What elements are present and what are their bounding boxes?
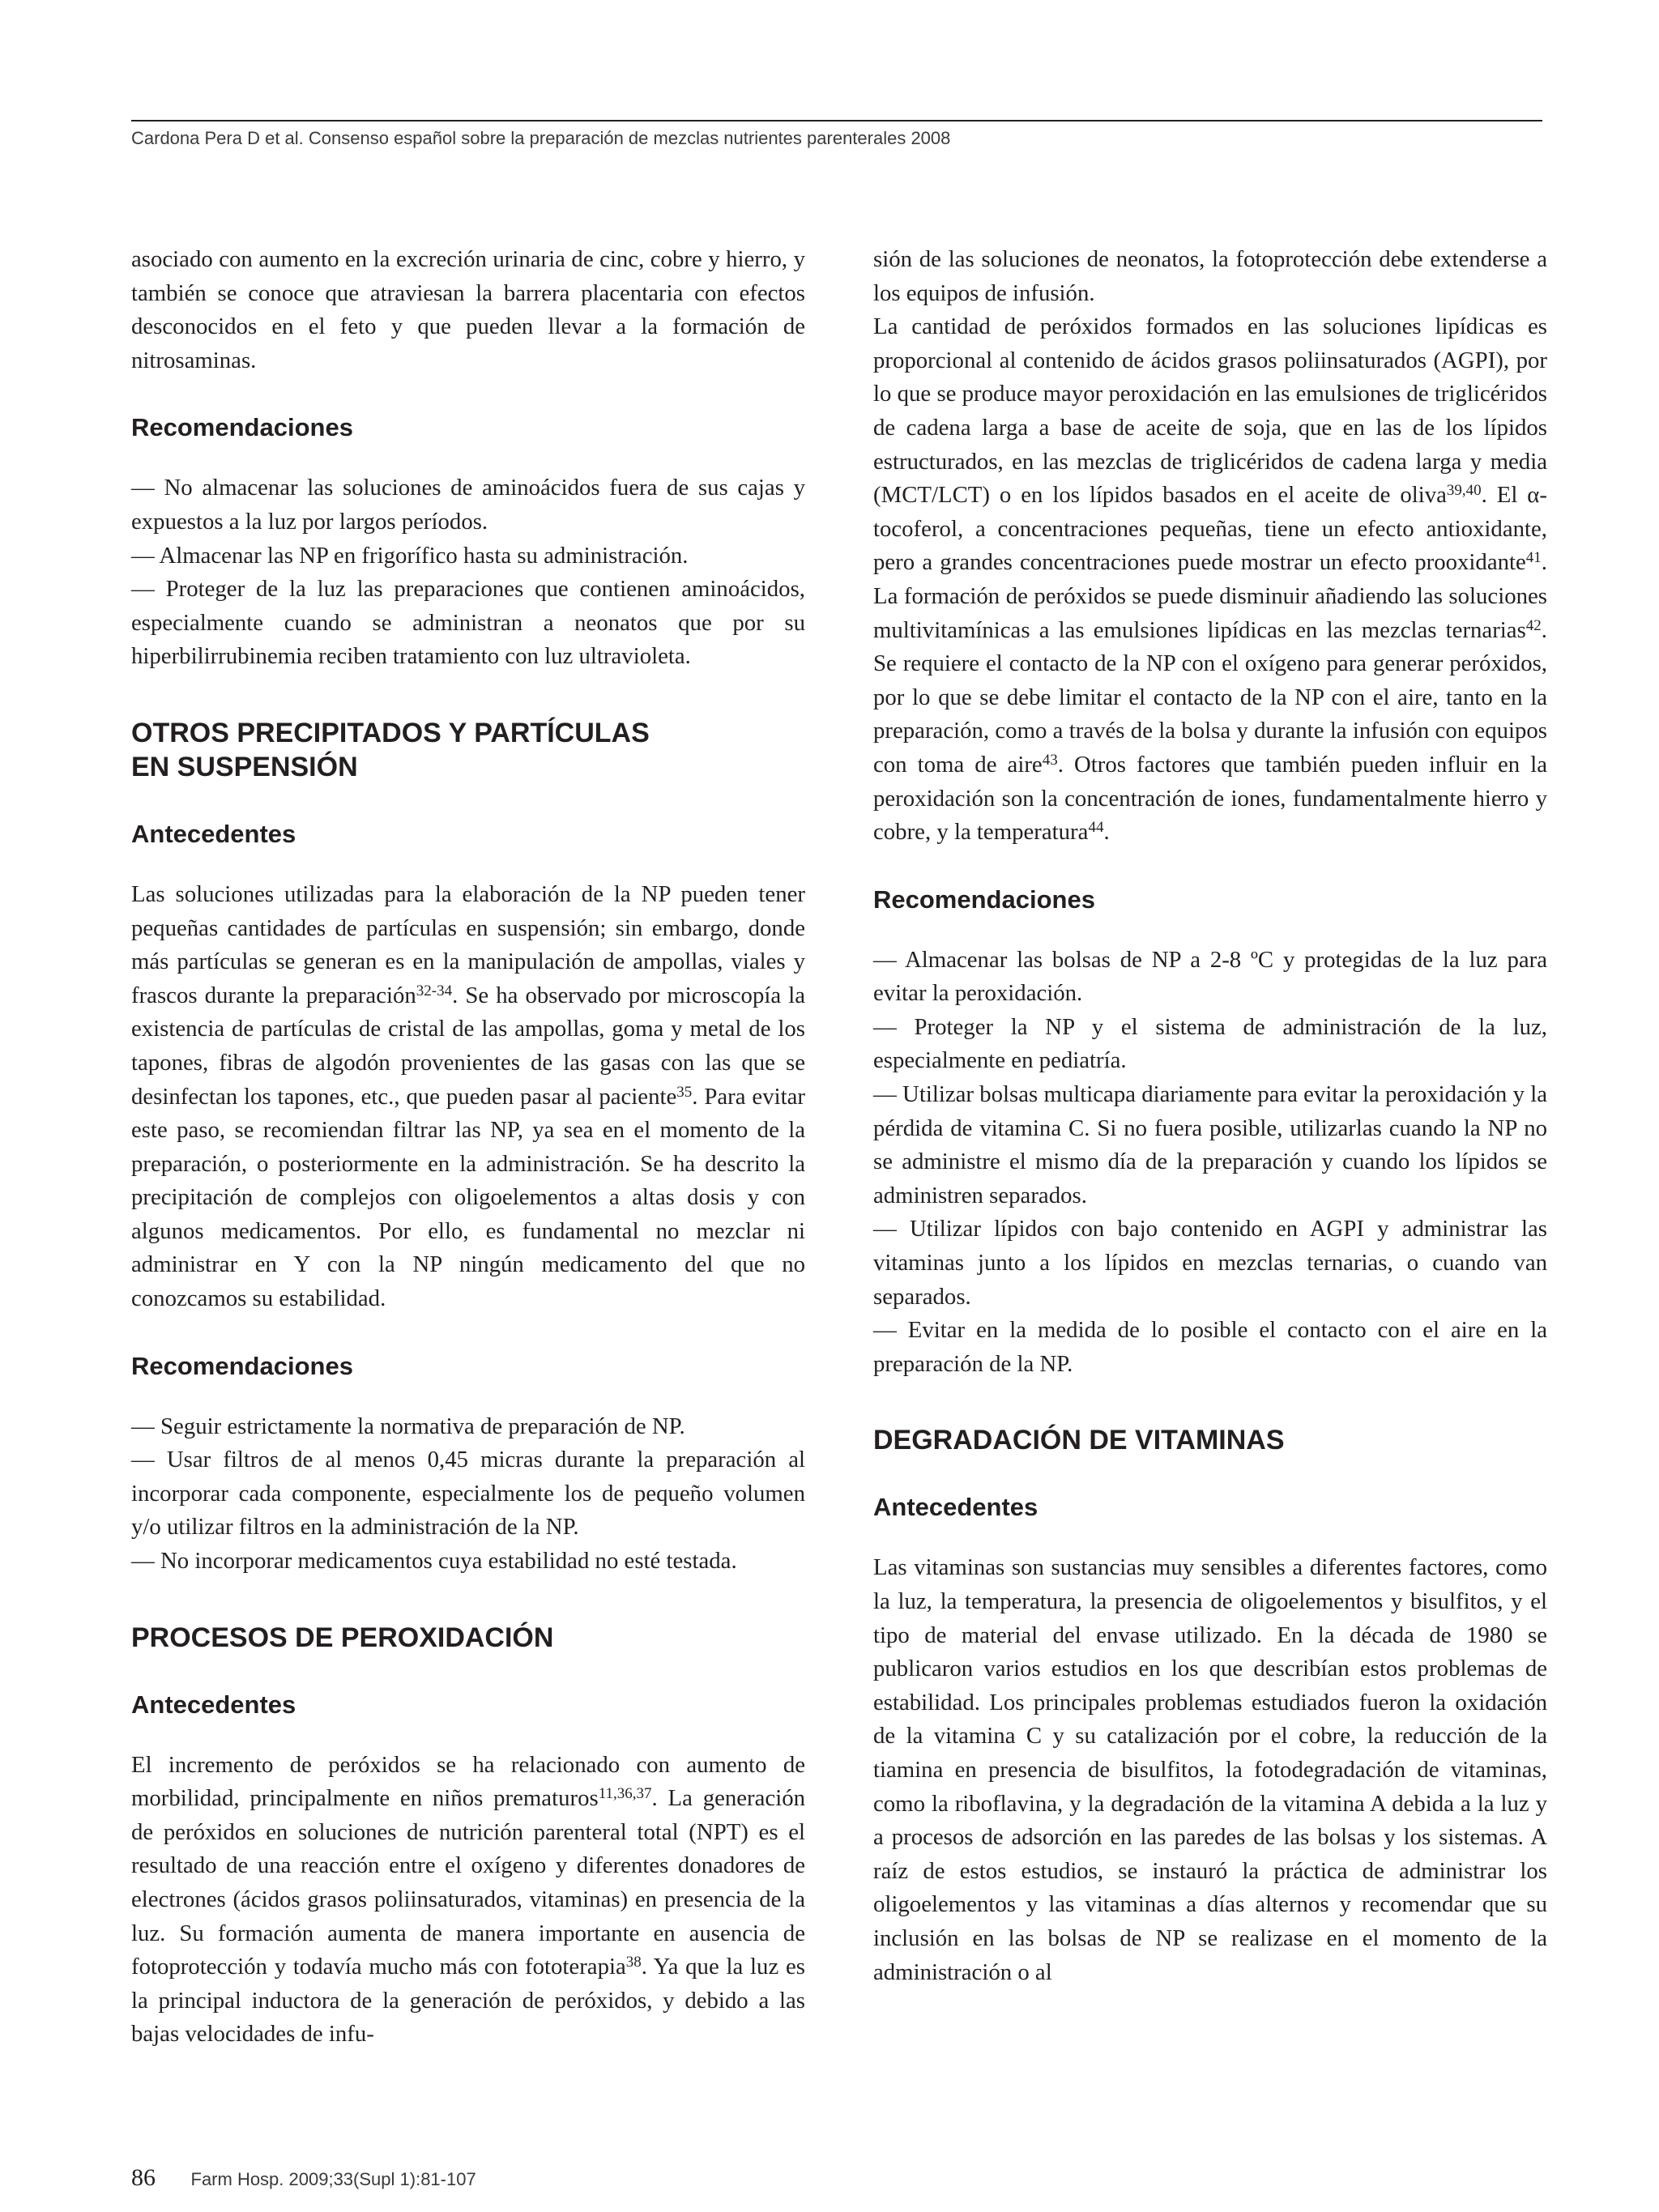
paragraph-vitaminas: Las vitaminas son sustancias muy sensibles a diferentes factores, como la luz, la temperatura, la presencia de oligoelementos y bisulfitos, y el tipo de material del envase utilizado. En la década de 1980 se publicaron varios estudios en los que describían estos problemas de estabilidad. Los principales problemas estudiados fueron la oxidación de la vitamina C y su catalización por el cobre, la reducción de la tiamina en presencia de bisulfitos, la fotodegradación de vitaminas, como la riboflavina, y la degradación de la vitamina A debida a la luz y a procesos de adsorción en las paredes de las bolsas y los sistemas. A raíz de estos estudios, se instauró la práctica de administrar los oligoelementos y las vitaminas a días alternos y recomendar que su inclusión en las bolsas de NP se realizase en el momento de la administración o al bbox=[873, 1554, 1547, 1985]
recommendation-item: — Evitar en la medida de lo posible el contacto con el aire en la preparación de la NP. bbox=[873, 1317, 1547, 1377]
text-run: . Se ha observado por microscopía la existencia de partículas de cristal de las ampollas, goma y metal de los tapones, fibras de algodón provenientes de las gasas con las que se desinfectan los tapones, etc., que pueden pasar al paciente bbox=[131, 982, 805, 1110]
text-run: . Para evitar este paso, se recomiendan filtrar las NP, ya sea en el momento de la preparación, o posteriormente en la administración. Se ha descrito la precipitación de complejos con oligoelementos a altas dosis y con algunos medicamentos. Por ello, es fundamental no mezclar ni administrar en Y con la NP ningún medicamento del que no conozcamos su estabilidad. bbox=[131, 1083, 805, 1312]
recommendation-item: — Usar filtros de al menos 0,45 micras durante la preparación al incorporar cada componente, especialmente los de pequeño volumen y/o utilizar filtros en la administración de la NP. bbox=[131, 1447, 805, 1541]
reference-superscript: 41 bbox=[1525, 549, 1542, 567]
text-run: . bbox=[1103, 819, 1110, 846]
recommendation-item: — Utilizar lípidos con bajo contenido en AGPI y administrar las vitaminas junto a los lípidos en mezclas ternarias, o cuando van separados. bbox=[873, 1216, 1547, 1310]
paragraph-particulas bbox=[131, 878, 805, 1316]
footer bbox=[131, 2164, 476, 2192]
paragraph-lipidos bbox=[873, 310, 1547, 850]
left-column bbox=[131, 243, 805, 2052]
heading-recomendaciones-1: Recomendaciones bbox=[131, 413, 353, 442]
recommendation-item: — Utilizar bolsas multicapa diariamente para evitar la peroxidación y la pérdida de vitamina C. Si no fuera posible, utilizarlas cuando la NP no se administre el mismo día de la preparación y cuando los lípidos se administren separados. bbox=[873, 1081, 1547, 1208]
recommendation-item: — Proteger la NP y el sistema de administración de la luz, especialmente en pediatría. bbox=[873, 1013, 1547, 1074]
heading-antecedentes-3: Antecedentes bbox=[131, 1690, 296, 1719]
reference-superscript: 32-34 bbox=[416, 982, 453, 999]
section-heading-precipitados bbox=[131, 716, 805, 784]
reference-superscript: 11,36,37 bbox=[598, 1785, 652, 1803]
text-run: La cantidad de peróxidos formados en las soluciones lipídicas es proporcional al contenido de ácidos grasos poliinsaturados (AGPI), por lo que se produce mayor peroxidación en las emulsiones de triglicéridos de cadena larga a base de aceite de soja, que en las de los lípidos estructurados, en las mezclas de triglicéridos de cadena larga y media (MCT/LCT) o en los lípidos basados en el aceite de oliva bbox=[873, 313, 1547, 509]
heading-antecedentes-4: Antecedentes bbox=[873, 1493, 1038, 1522]
text-run: . Se requiere el contacto de la NP con el oxígeno para generar peróxidos, por lo que se debe limitar el contacto de la NP con el aire, tanto en la preparación, como a través de la bolsa y durante la infusión con equipos con toma de aire bbox=[873, 616, 1547, 778]
text-run: . Ya que la luz es la principal inductora de la generación de peróxidos, y debido a las bajas velocidades de infu- bbox=[131, 1954, 805, 2048]
section-heading-peroxidacion: PROCESOS DE PEROXIDACIÓN bbox=[131, 1622, 554, 1653]
recommendation-item: — No incorporar medicamentos cuya estabilidad no esté testada. bbox=[131, 1548, 737, 1575]
recommendation-item: — Seguir estrictamente la normativa de preparación de NP. bbox=[131, 1413, 685, 1439]
text-run: . El α-tocoferol, a concentraciones pequeñas, tiene un efecto antioxidante, pero a grandes concentraciones puede mostrar un efecto prooxidante bbox=[873, 482, 1547, 576]
text-run: . Otros factores que también pueden influir en la peroxidación son la concentración de iones, fundamentalmente hierro y cobre, y la temperatura bbox=[873, 751, 1547, 846]
recommendation-item: — No almacenar las soluciones de aminoácidos fuera de sus cajas y expuestos a la luz por largos períodos. bbox=[131, 475, 805, 535]
section-heading-line: EN SUSPENSIÓN bbox=[131, 751, 358, 782]
text-run: . La formación de peróxidos se puede disminuir añadiendo las soluciones multivitamínicas a las emulsiones lipídicas en las mezclas ternarias bbox=[873, 549, 1547, 643]
recommendation-item: — Almacenar las bolsas de NP a 2-8 ºC y protegidas de la luz para evitar la peroxidación. bbox=[873, 946, 1547, 1007]
reference-superscript: 35 bbox=[676, 1083, 693, 1101]
section-heading-vitaminas: DEGRADACIÓN DE VITAMINAS bbox=[873, 1425, 1285, 1456]
right-column bbox=[873, 243, 1547, 1989]
header-rule bbox=[131, 120, 1542, 121]
paragraph-peroxidos bbox=[131, 1749, 805, 2052]
paragraph-intro: asociado con aumento en la excreción urinaria de cinc, cobre y hierro, y también se conoce que atraviesan la barrera placentaria con efectos desconocidos en el feto y que pueden llevar a la formación de nitrosaminas. bbox=[131, 246, 805, 373]
paragraph-continuation: sión de las soluciones de neonatos, la fotoprotección debe extenderse a los equipos de infusión. bbox=[873, 246, 1547, 306]
journal-citation: Farm Hosp. 2009;33(Supl 1):81-107 bbox=[190, 2169, 476, 2189]
reference-superscript: 38 bbox=[625, 1954, 642, 1971]
reference-superscript: 39,40 bbox=[1446, 482, 1482, 500]
text-run: . La generación de peróxidos en soluciones de nutrición parenteral total (NPT) es el resultado de una reacción entre el oxígeno y diferentes donadores de electrones (ácidos grasos poliinsaturados, vitaminas) en presencia de la luz. Su formación aumenta de manera importante en ausencia de fotoprotección y todavía mucho más con fototerapia bbox=[131, 1785, 806, 1980]
heading-antecedentes-2: Antecedentes bbox=[131, 819, 296, 848]
reference-superscript: 43 bbox=[1042, 751, 1058, 769]
heading-recomendaciones-2: Recomendaciones bbox=[131, 1351, 353, 1380]
page-number: 86 bbox=[131, 2164, 156, 2191]
running-title: Cardona Pera D et al. Consenso español sobre la preparación de mezclas nutrientes parenterales 2008 bbox=[131, 128, 951, 148]
text-run: El incremento de peróxidos se ha relacionado con aumento de morbilidad, principalmente en niños prematuros bbox=[131, 1751, 805, 1812]
recommendation-item: — Almacenar las NP en frigorífico hasta su administración. bbox=[131, 542, 689, 569]
reference-superscript: 42 bbox=[1525, 616, 1542, 634]
recommendation-item: — Proteger de la luz las preparaciones que contienen aminoácidos, especialmente cuando se administran a neonatos que por su hiperbilirrubinemia reciben tratamiento con luz ultravioleta. bbox=[131, 576, 805, 670]
section-heading-line: OTROS PRECIPITADOS Y PARTÍCULAS bbox=[131, 717, 650, 748]
reference-superscript: 44 bbox=[1088, 819, 1104, 837]
text-run: Las soluciones utilizadas para la elaboración de la NP pueden tener pequeñas cantidades de partículas en suspensión; sin embargo, donde más partículas se generan es en la manipulación de ampollas, viales y frascos durante la preparación bbox=[131, 880, 805, 1008]
heading-recomendaciones-3: Recomendaciones bbox=[873, 884, 1095, 914]
